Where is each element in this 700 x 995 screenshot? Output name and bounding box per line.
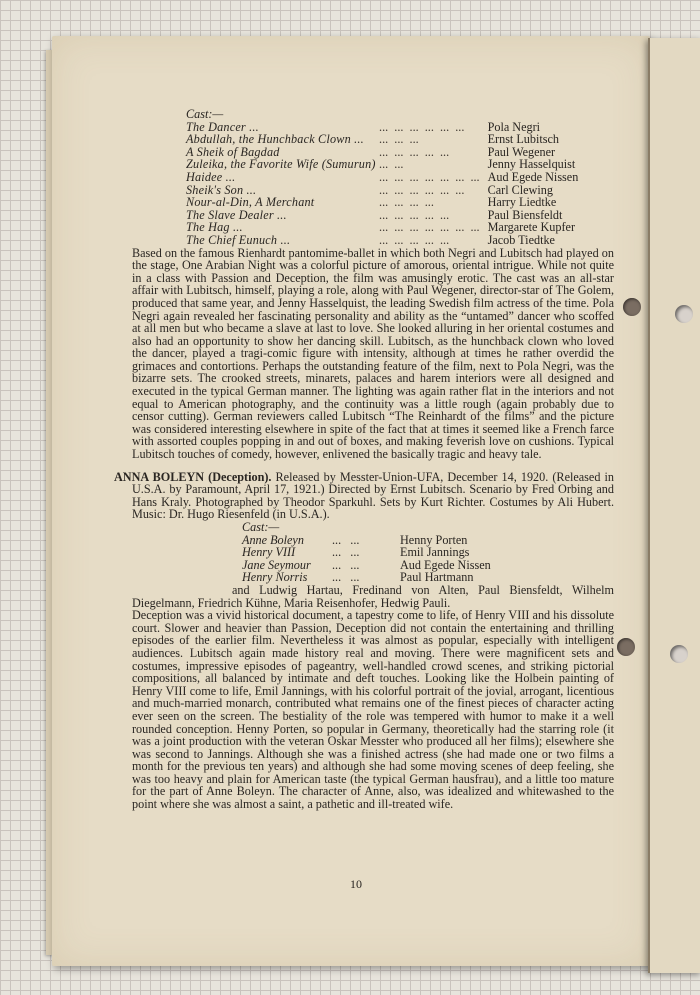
cast-role: Zuleika, the Favorite Wife (Sumurun) [186, 157, 376, 172]
cast-role: Henry VIII [242, 545, 296, 560]
additional-cast: and Ludwig Hartau, Fredinand von Alten, Paul Biensfeldt, Wilhelm Diegelmann, Friedrich Kühne, Maria Reisenhofer, Hedwig Pauli. [132, 582, 614, 610]
film-review-paragraph: Based on the famous Rienhardt pantomime-ballet in which both Negri and Lubitsch had played on the stage, One Arabian Night was a colorful picture of amorous, oriental intrigue. While not quite in a class with Passion and Deception, the film was amusingly erotic. The cast was an all-star affair with Lubitsch, himself, playing a role, along with Paul Wegener, director-star of The Golem, produced that same year, and Jenny Hasselquist, the leading Swedish film actress of the time. Pola Negri again revealed her fascinating personality and ability as the “untamed” dancer who scoffed at all men but who became a slave at last to love. She looked alluring in her oriental costumes and also had an opportunity to show her dancing skill. Lubitsch, as the hunchback clown who loved the dancer, played a tragi-comic figure with intensity, although at times he rather overdid the grimaces and contortions. Perhaps the outstanding feature of the film, next to Pola Negri, was the bizarre sets. The crooked streets, minarets, palaces and harem interiors were all designed and executed in the typical German manner. The lighting was again rather flat in the interiors and not equal to American photography, and the continuity was a little rough (again probably due to censor cutting). German reviewers called Lubitsch “The Reinhardt of the films” and the picture was considered interesting elsewhere in spite of the fact that at times it seemed like a French farce with assorted couples popping in and out of boxes, and making feverish love on cushions. Typical Lubitsch touches of comedy, however, enlivened the basically tragic and heavy tale. [132, 245, 614, 462]
cast-row [242, 546, 491, 559]
cast-actor: Paul Biensfeldt [487, 207, 563, 222]
cast-leader-dots: ... ... ... ... ... ... [376, 120, 465, 134]
cast2-heading: Cast:— [242, 520, 280, 534]
cast-actor: Pola Negri [487, 119, 541, 134]
cast-leader-dots: ... ... [332, 570, 360, 585]
cast-role: The Hag ... [186, 220, 243, 235]
cast-role: Haidee ... [186, 169, 236, 184]
cast-actor: Emil Jannings [400, 545, 470, 560]
cast-row [186, 234, 578, 247]
cast-actor: Paul Wegener [487, 144, 556, 159]
page-number: 10 [350, 877, 362, 891]
film-review-paragraph-2: Deception was a vivid historical document, a tapestry come to life, of Henry VIII and his dissolute court. Slower and heavier than Passion, Deception did not contain the entertaining and thrilling episodes of the earlier film. Nevertheless it was almost as popular, especially with intelligent audiences. Lubitsch again made history real and moving. There were magnificent sets and costumes, impressive episodes of pageantry, well-handled crowd scenes, and striking pictorial compositions, all balanced by intimate and deft touches. Looking like the Holbein painting of Henry VIII come to life, Emil Jannings, with his colorful portrait of the jovial, arrogant, licentious and much-married monarch, contributed what remains one of the finest pieces of character acting ever seen on the screen. The bestiality of the role was tempered with humor to make it a well rounded conception. Henny Porten, so popular in Germany, theoretically had the starring role (it was a joint production with the veteran Oskar Messter who produced all her films); elsewhere she was second to Jannings. Although she was a finished actress (she had made one or two films a month for the previous ten years) and although she had some moving scenes of deep feeling, she was too heavy and plain for American taste (the typical German hausfrau), and a little too mature for the part of Anne Boleyn. The character of Anne, also, was idealized and whitewashed to the point where she was almost a saint, a pathetic and ill-treated wife. [132, 608, 614, 812]
cast-actor: Margarete Kupfer [487, 220, 576, 235]
cast-role: The Slave Dealer ... [186, 207, 287, 222]
cast-leader-dots: ... ... ... ... ... [376, 145, 450, 159]
punch-hole [617, 638, 635, 656]
cast-actor: Jacob Tiedtke [487, 232, 555, 247]
cast-role: Jane Seymour [242, 557, 311, 572]
cast-actor: Harry Liedtke [487, 195, 557, 210]
punch-hole [670, 645, 688, 663]
cast-role: The Dancer ... [186, 119, 259, 134]
cast-actor: Ernst Lubitsch [487, 132, 560, 147]
cast-leader-dots: ... ... ... ... ... ... ... [376, 170, 480, 184]
cast-role: Sheik's Son ... [186, 182, 257, 197]
cast-role: Abdullah, the Hunchback Clown ... [186, 132, 364, 147]
cast-list [186, 121, 578, 247]
cast-role: Anne Boleyn [242, 532, 304, 547]
film-credits: Released by Messter-Union-UFA, December 14, 1920. (Released in U.S.A. by Paramount, April 17, 1921.) Directed by Ernst Lubitsch. Scenario by Fred Orbing and Hans Kraly. Photographed by Theodor Sparkuhl. Sets by Kurt Richter. Costumes by Ali Hubert. Music: Dr. Hugo Riesenfeld (in U.S.A.). [132, 469, 614, 522]
cast-role: The Chief Eunuch ... [186, 232, 291, 247]
cast-leader-dots: ... ... [332, 545, 360, 560]
cast-leader-dots: ... ... [332, 532, 360, 547]
cast-leader-dots: ... ... [376, 158, 404, 171]
cast-leader-dots: ... ... [332, 557, 360, 572]
cast-actor: Jenny Hasselquist [487, 157, 576, 172]
punch-hole [623, 298, 641, 316]
cast-role: Henry Norris [242, 570, 308, 585]
film-title: ANNA BOLEYN (Deception). [114, 469, 272, 484]
cast2-list [242, 534, 491, 584]
cast-leader-dots: ... ... ... ... ... [376, 208, 450, 222]
punch-hole [675, 305, 693, 323]
cast-leader-dots: ... ... ... ... ... ... ... [376, 221, 480, 234]
cast-actor: Carl Clewing [487, 182, 553, 197]
cast-role: Nour-al-Din, A Merchant [186, 195, 315, 210]
cast-row [186, 196, 578, 209]
facing-page-edge [648, 38, 700, 973]
cast-leader-dots: ... ... ... [376, 133, 419, 146]
cast-actor: Aud Egede Nissen [487, 169, 579, 184]
cast-actor: Aud Egede Nissen [400, 557, 491, 572]
cast-actor: Henny Porten [400, 532, 468, 547]
cast-row [186, 133, 578, 146]
cast-leader-dots: ... ... ... ... ... [376, 233, 450, 247]
cast-leader-dots: ... ... ... ... ... ... [376, 183, 465, 197]
cast-actor: Paul Hartmann [400, 570, 474, 585]
film-entry-heading [114, 469, 614, 522]
cast-heading: Cast:— [186, 107, 224, 121]
page-text [114, 108, 614, 811]
cast-row [186, 171, 578, 184]
cast-role: A Sheik of Bagdad [186, 144, 280, 159]
cast-leader-dots: ... ... ... ... [376, 196, 434, 209]
